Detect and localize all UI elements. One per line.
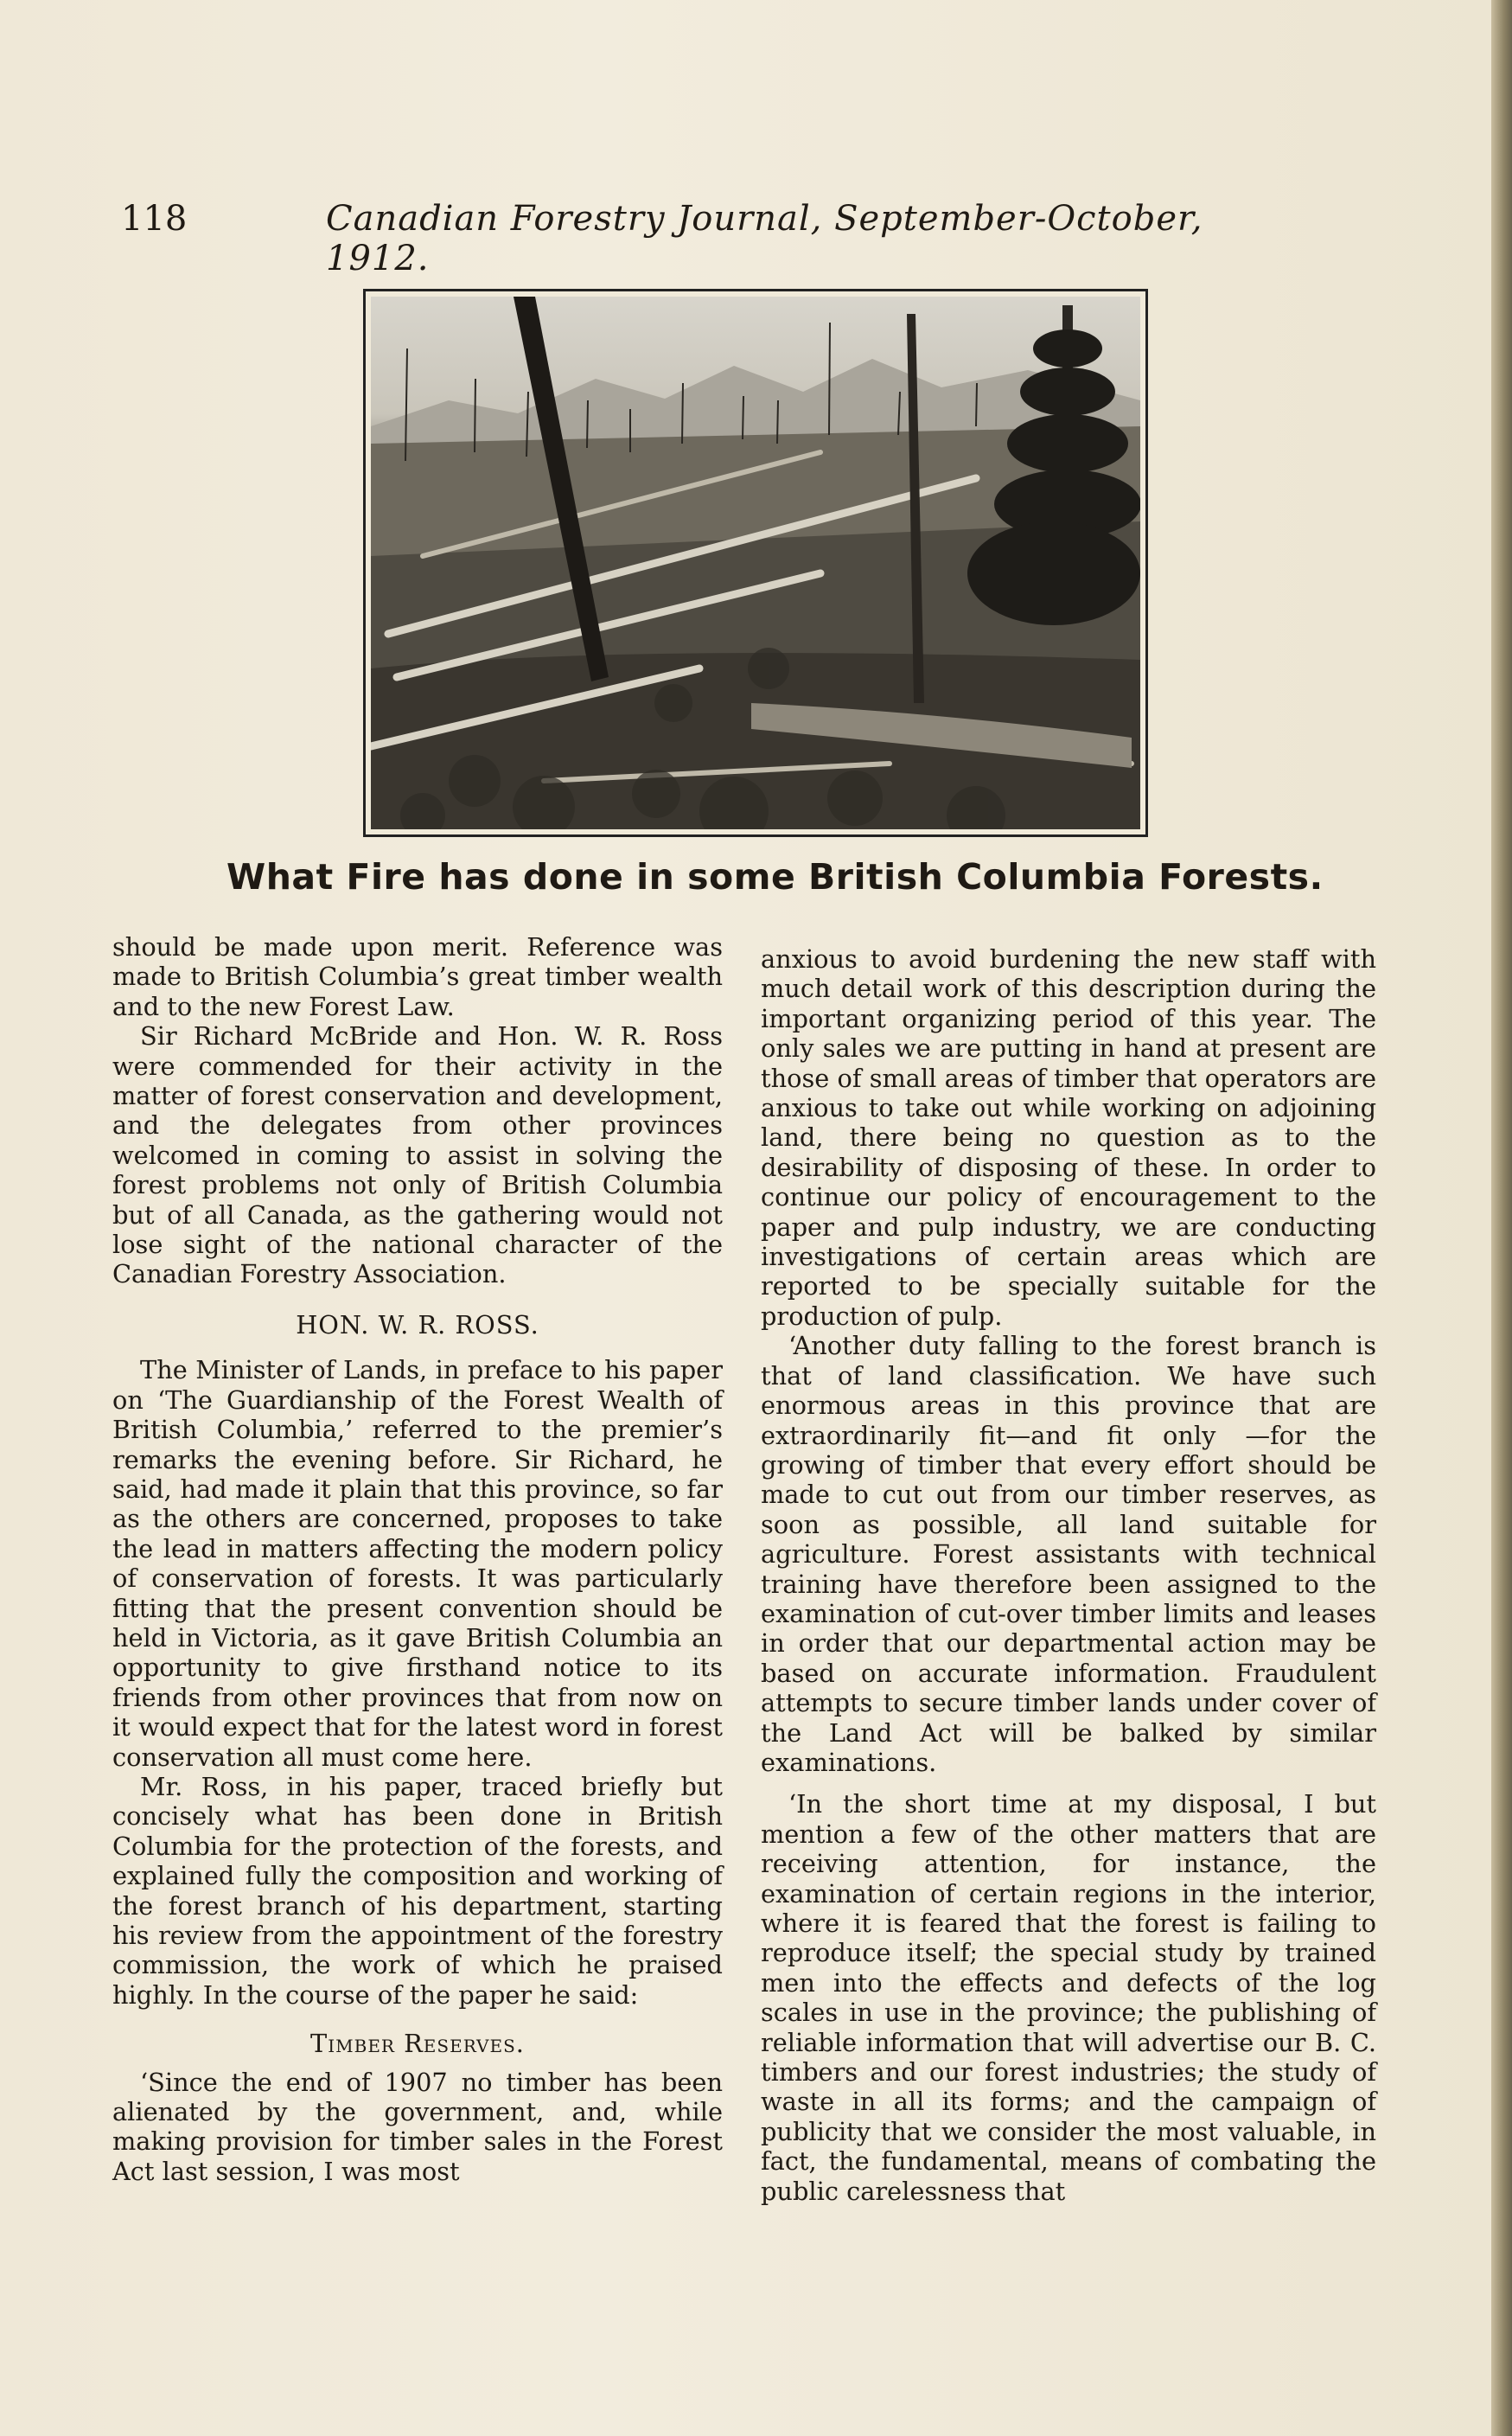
paragraph: Mr. Ross, in his paper, traced briefly but concisely what has been done in British Columbia for the protection of the forests, and explained fully the composition and working of the forest branch of his department, starting his review from the appointment of the forestry commission, the work of which he praised highly. In the course of the paper he said:: [112, 1771, 723, 2010]
paragraph: Sir Richard McBride and Hon. W. R. Ross were commended for their activity in the matter of forest conservation and development, and the delegates from other provinces welcomed in coming to assist in solving the forest problems not only of British Columbia but of all Canada, as the gathering would not lose sight of the national character of the Canadian Forestry Association.: [112, 1021, 723, 1289]
section-heading: HON. W. R. ROSS.: [296, 1309, 539, 1339]
paragraph: should be made upon merit. Reference was made to British Columbia’s great timber wealth and to the new Forest Law.: [112, 932, 723, 1021]
page-header: [121, 199, 1210, 278]
page-number: 118: [121, 199, 188, 239]
paragraph: ‘Since the end of 1907 no timber has been alienated by the government, and, while making provision for timber sales in the Forest Act last session, I was most: [112, 2067, 723, 2186]
subsection-heading: Timber Reserves.: [310, 2029, 525, 2059]
photo-illustration: [371, 297, 1140, 829]
page-gutter: [1491, 0, 1512, 2436]
figure-photo: [363, 289, 1148, 837]
paragraph: ‘In the short time at my disposal, I but mention a few of the other matters that are receiving attention, for instance, the examination of certain regions in the interior, where it is feared that the forest is failing to reproduce itself; the special study by trained men into the effects and defects of the log scales in use in the province; the publishing of reliable information that will advertise our B. C. timbers and our forest industries; the study of waste in all its forms; and the campaign of publicity that we consider the most valuable, in fact, the fundamental, means of combating the public carelessness that: [761, 1789, 1376, 2206]
paragraph: The Minister of Lands, in preface to his paper on ‘The Guardianship of the Forest Wealth of British Columbia,’ referred to the premier’s remarks the evening before. Sir Richard, he said, had made it plain that this province, so far as the others are concerned, proposes to take the lead in matters affecting the modern policy of conservation of forests. It was particularly fitting that the present convention should be held in Victoria, as it gave British Columbia an opportunity to give firsthand notice to its friends from other provinces that from now on it would expect that for the latest word in forest conservation all must come here.: [112, 1355, 723, 1772]
paragraph: ‘Another duty falling to the forest branch is that of land classification. We have such enormous areas in this province that are extraordinarily fit—and fit only —for the growing of timber that every effort should be made to cut out from our timber reserves, as soon as possible, all land suitable for agriculture. Forest assistants with technical training have therefore been assigned to the examination of cut-over timber limits and leases in order that our departmental action may be based on accurate information. Fraudulent attempts to secure timber lands under cover of the Land Act will be balked by similar examinations.: [761, 1331, 1376, 1777]
running-head: Canadian Forestry Journal, September-October, 1912.: [326, 199, 1203, 278]
right-column: [761, 944, 1376, 2206]
paragraph: anxious to avoid burdening the new staff with much detail work of this description during the important organizing period of this year. The only sales we are putting in hand at present are those of small areas of timber that operators are anxious to take out while working on adjoining land, there being no question as to the desirability of disposing of these. In order to continue our policy of encouragement to the paper and pulp industry, we are conducting investigations of certain areas which are reported to be specially suitable for the production of pulp.: [761, 944, 1376, 1331]
left-column: [112, 932, 723, 2186]
burned-forest-photo: [371, 297, 1140, 829]
figure-caption: What Fire has done in some British Columbia Forests.: [226, 856, 1324, 898]
